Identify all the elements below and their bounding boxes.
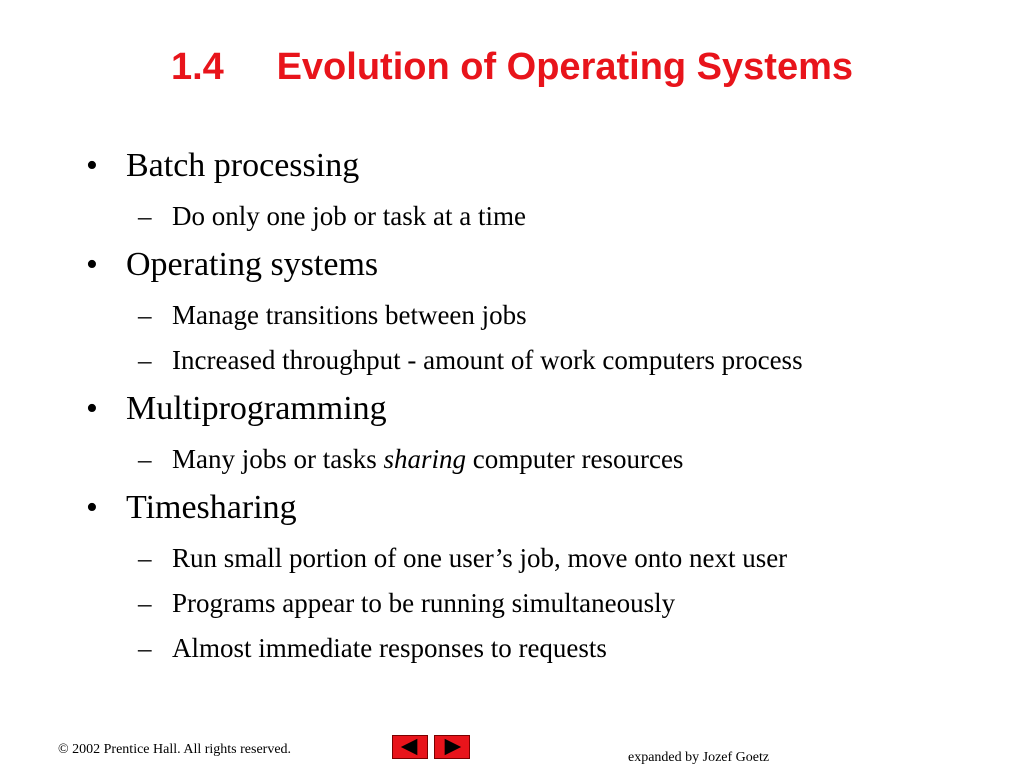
sub-bullet-item bbox=[86, 199, 986, 233]
bullet-text: Multiprogramming bbox=[126, 390, 387, 427]
sub-bullet-text-before: Many jobs or tasks bbox=[172, 444, 384, 474]
copyright-notice bbox=[58, 742, 291, 758]
sub-bullet-dash: – bbox=[138, 300, 152, 330]
sub-bullet-dash: – bbox=[138, 633, 152, 663]
bullet-dot: • bbox=[86, 147, 98, 184]
sub-bullet-dash: – bbox=[138, 345, 152, 375]
bullet-item bbox=[86, 387, 986, 431]
bullet-item bbox=[86, 243, 986, 287]
sub-bullet-item bbox=[86, 298, 986, 332]
bullet-list bbox=[86, 144, 986, 665]
bullet-item bbox=[86, 486, 986, 530]
bullet-dot: • bbox=[86, 390, 98, 427]
right-arrow-icon bbox=[435, 736, 469, 758]
sub-bullet-dash: – bbox=[138, 543, 152, 573]
bullet-dot: • bbox=[86, 246, 98, 283]
bullet-text: Batch processing bbox=[126, 147, 360, 184]
sub-bullet-item bbox=[86, 541, 986, 575]
bullet-dot: • bbox=[86, 489, 98, 526]
copyright-text: 2002 Prentice Hall. All rights reserved. bbox=[68, 742, 292, 757]
sub-bullet-text-after: computer resources bbox=[466, 444, 684, 474]
bullet-item bbox=[86, 144, 986, 188]
author-credit: expanded by Jozef Goetz bbox=[628, 750, 770, 765]
sub-bullet-text: Almost immediate responses to requests bbox=[172, 633, 607, 663]
next-slide-button[interactable] bbox=[434, 735, 470, 759]
sub-bullet-item bbox=[86, 442, 986, 476]
copyright-symbol: © bbox=[58, 742, 69, 757]
left-arrow-icon bbox=[393, 736, 427, 758]
sub-bullet-text: Do only one job or task at a time bbox=[172, 201, 526, 231]
slide-title: 1.4 Evolution of Operating Systems bbox=[170, 46, 854, 88]
sub-bullet-item bbox=[86, 343, 986, 377]
sub-bullet-text: Manage transitions between jobs bbox=[172, 300, 527, 330]
sub-bullet-item bbox=[86, 586, 986, 620]
sub-bullet-dash: – bbox=[138, 201, 152, 231]
sub-bullet-text: Programs appear to be running simultaneously bbox=[172, 588, 676, 618]
sub-bullet-emphasis: sharing bbox=[383, 444, 467, 474]
sub-bullet-item bbox=[86, 631, 986, 665]
bullet-text: Operating systems bbox=[126, 246, 379, 283]
bullet-text: Timesharing bbox=[126, 489, 297, 526]
sub-bullet-text: Run small portion of one user’s job, move onto next user bbox=[172, 543, 788, 573]
sub-bullet-text: Increased throughput - amount of work computers process bbox=[172, 345, 803, 375]
sub-bullet-dash: – bbox=[138, 444, 152, 474]
previous-slide-button[interactable] bbox=[392, 735, 428, 759]
sub-bullet-dash: – bbox=[138, 588, 152, 618]
